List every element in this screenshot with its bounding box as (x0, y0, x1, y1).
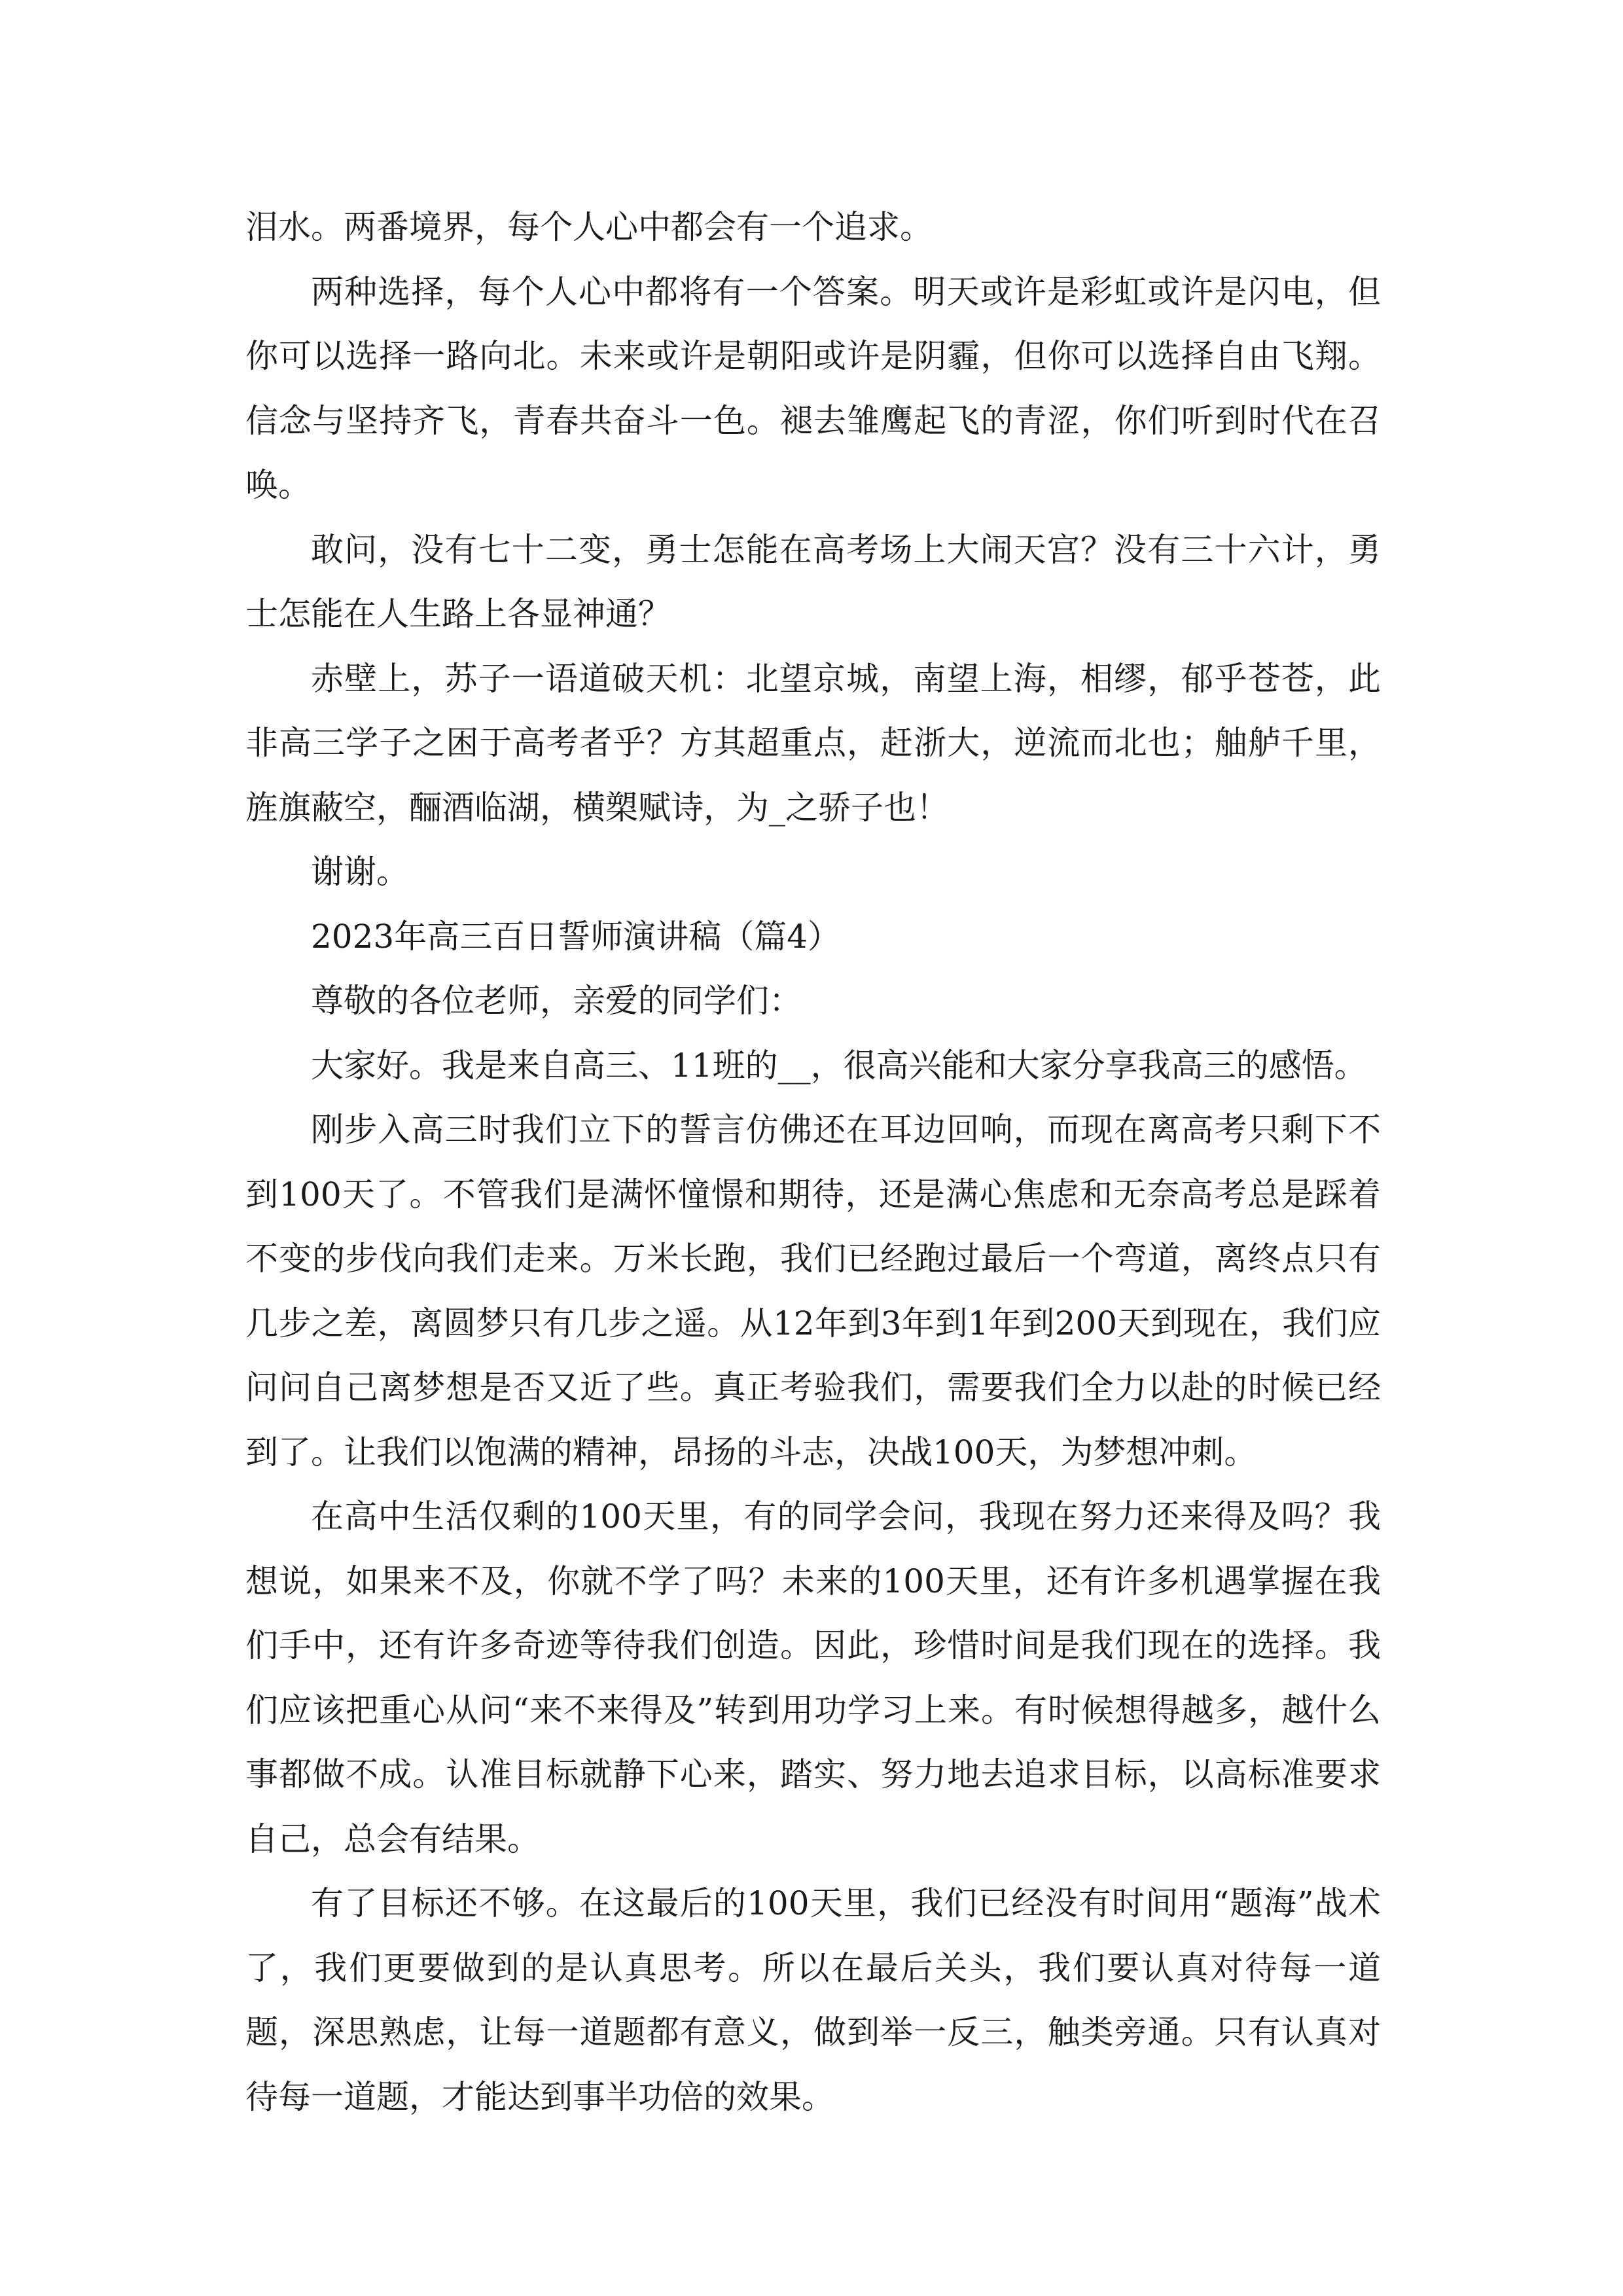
paragraph: 赤壁上，苏子一语道破天机：北望京城，南望上海，相缪，郁乎苍苍，此非高三学子之困于高考者乎？方其超重点，赶浙大，逆流而北也；舳舻千里，旌旗蔽空，酾酒临湖，横槊赋诗，为_之骄子也！ (245, 659, 1381, 827)
paragraph: 两种选择，每个人心中都将有一个答案。明天或许是彩虹或许是闪电，但你可以选择一路向北。未来或许是朝阳或许是阴霾，但你可以选择自由飞翔。信念与坚持齐飞，青春共奋斗一色。褪去雏鹰起飞的青涩，你们听到时代在召唤。 (245, 272, 1381, 504)
paragraph: 在高中生活仅剩的100天里，有的同学会问，我现在努力还来得及吗？我想说，如果来不及，你就不学了吗？未来的100天里，还有许多机遇掌握在我们手中，还有许多奇迹等待我们创造。因此，珍惜时间是我们现在的选择。我们应该把重心从问“来不来得及”转到用功学习上来。有时候想得越多，越什么事都做不成。认准目标就静下心来，踏实、努力地去追求目标，以高标准要求自己，总会有结果。 (245, 1498, 1381, 1858)
section-heading: 2023年高三百日誓师演讲稿（篇4） (311, 917, 841, 956)
paragraph: 大家好。我是来自高三、11班的__，很高兴能和大家分享我高三的感悟。 (311, 1046, 1367, 1085)
paragraph: 有了目标还不够。在这最后的100天里，我们已经没有时间用“题海”战术了，我们更要做到的是认真思考。所以在最后关头，我们要认真对待每一道题，深思熟虑，让每一道题都有意义，做到举一反三，触类旁通。只有认真对待每一道题，才能达到事半功倍的效果。 (245, 1884, 1381, 2116)
paragraph: 泪水。两番境界，每个人心中都会有一个追求。 (245, 208, 933, 246)
document-body (245, 195, 1381, 2129)
paragraph: 刚步入高三时我们立下的誓言仿佛还在耳边回响，而现在离高考只剩下不到100天了。不管我们是满怀憧憬和期待，还是满心焦虑和无奈高考总是踩着不变的步伐向我们走来。万米长跑，我们已经跑过最后一个弯道，离终点只有几步之差，离圆梦只有几步之遥。从12年到3年到1年到200天到现在，我们应问问自己离梦想是否又近了些。真正考验我们，需要我们全力以赴的时候已经到了。让我们以饱满的精神，昂扬的斗志，决战100天，为梦想冲刺。 (245, 1111, 1381, 1471)
salutation: 尊敬的各位老师，亲爱的同学们： (311, 982, 802, 1020)
closing-thanks: 谢谢。 (311, 853, 409, 891)
paragraph: 敢问，没有七十二变，勇士怎能在高考场上大闹天宫？没有三十六计，勇士怎能在人生路上各显神通？ (245, 530, 1381, 633)
